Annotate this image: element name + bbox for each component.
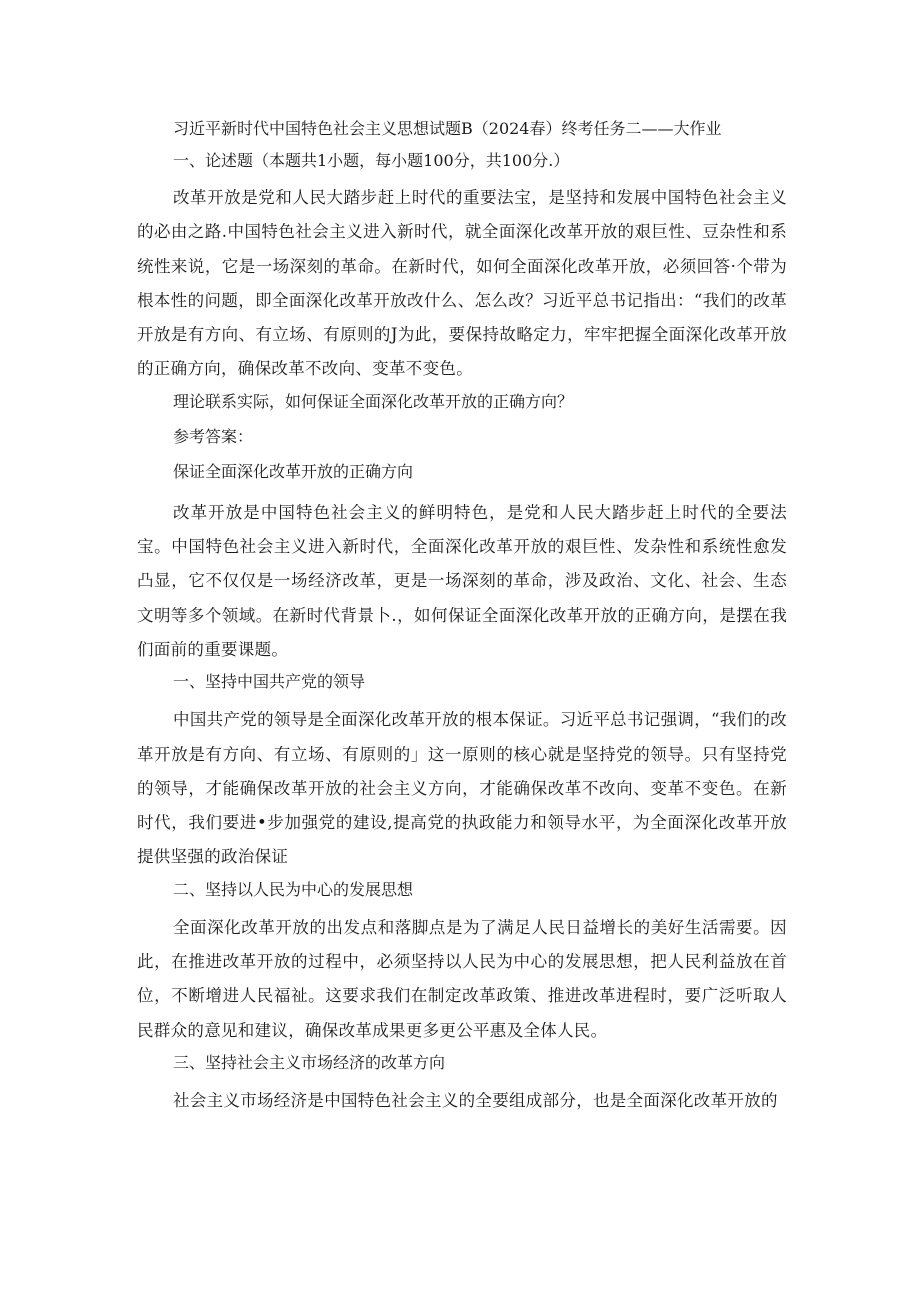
question-paragraph: 改革开放是党和人民大踏步赶上时代的重要法宝，是坚持和发展中国特色社会主义的必由之路.中国特色社会主义进入新时代，就全面深化改革开放的艰巨性、豆杂性和系统性来说，它是一场深刻的革命。在新时代，如何全面深化改革开放，必须回答·个带为根本性的问题，即全面深化改革开放改什么、怎么改？习近平总书记指出：“我们的改革开放是有方向、有立场、有原则的J为此，要保持故略定力，牢牢把握全面深化改革开放的正确方向，确保改革不改向、变革不变色。 bbox=[137, 188, 787, 379]
heading-market-economy: 三、坚持社会主义市场经济的改革方向 bbox=[173, 1052, 446, 1072]
section-label-essay: 一、论述题（本题共1小题，每小题100分，共100分.） bbox=[173, 151, 570, 170]
document-page bbox=[137, 118, 787, 1122]
heading-people-centered: 二、坚持以人民为中心的发展思想 bbox=[173, 879, 414, 899]
answer-title: 保证全面深化改革开放的正确方向 bbox=[173, 461, 414, 481]
paragraph-party-leadership: 中国共产党的领导是全面深化改革开放的根本保证。习近平总书记强调，“我们的改革开放是有方向、有立场、有原则的」这一原则的核心就是坚持党的领导。只有坚持党的领导，才能确保改革开放的社会主义方向，才能确保改革不改向、变革不变色。在新时代，我们要进•步加强党的建设,提高党的执政能力和领导水平，为全面深化改革开放提供坚强的政治保证 bbox=[137, 710, 787, 867]
question-prompt: 理论联系实际，如何保证全面深化改革开放的正确方向？ bbox=[173, 391, 574, 411]
intro-paragraph: 改革开放是中国特色社会主义的鲜明特色，是党和人民大踏步赶上时代的全要法宝。中国特色社会主义进入新时代，全面深化改革开放的艰巨性、发杂性和系统性愈发凸显，它不仅仅是一场经济改革，更是一场深刻的革命，涉及政治、文化、社会、生态文明等多个领域。在新时代背景卜.，如何保证全面深化改革开放的正确方向，是摆在我们面前的重要课题。 bbox=[137, 502, 787, 659]
paragraph-market-economy: 社会主义市场经济是中国特色社会主义的全要组成部分，也是全面深化改革开放的 bbox=[173, 1090, 778, 1110]
answer-label: 参考答案： bbox=[173, 426, 254, 446]
heading-party-leadership: 一、坚持中国共产党的领导 bbox=[173, 672, 366, 692]
paragraph-people-centered: 全面深化改革开放的出发点和落脚点是为了满足人民日益增长的美好生活需要。因此，在推进改革开放的过程中，必须坚持以人民为中心的发展思想，把人民利益放在首位，不断增进人民福祉。这要求我们在制定改革政策、推进改革进程时，要广泛听取人民群众的意见和建议，确保改革成果更多更公平惠及全体人民。 bbox=[137, 917, 787, 1040]
document-title: 习近平新时代中国特色社会主义思想试题B（2024春）终考任务二——大作业 bbox=[173, 119, 722, 138]
